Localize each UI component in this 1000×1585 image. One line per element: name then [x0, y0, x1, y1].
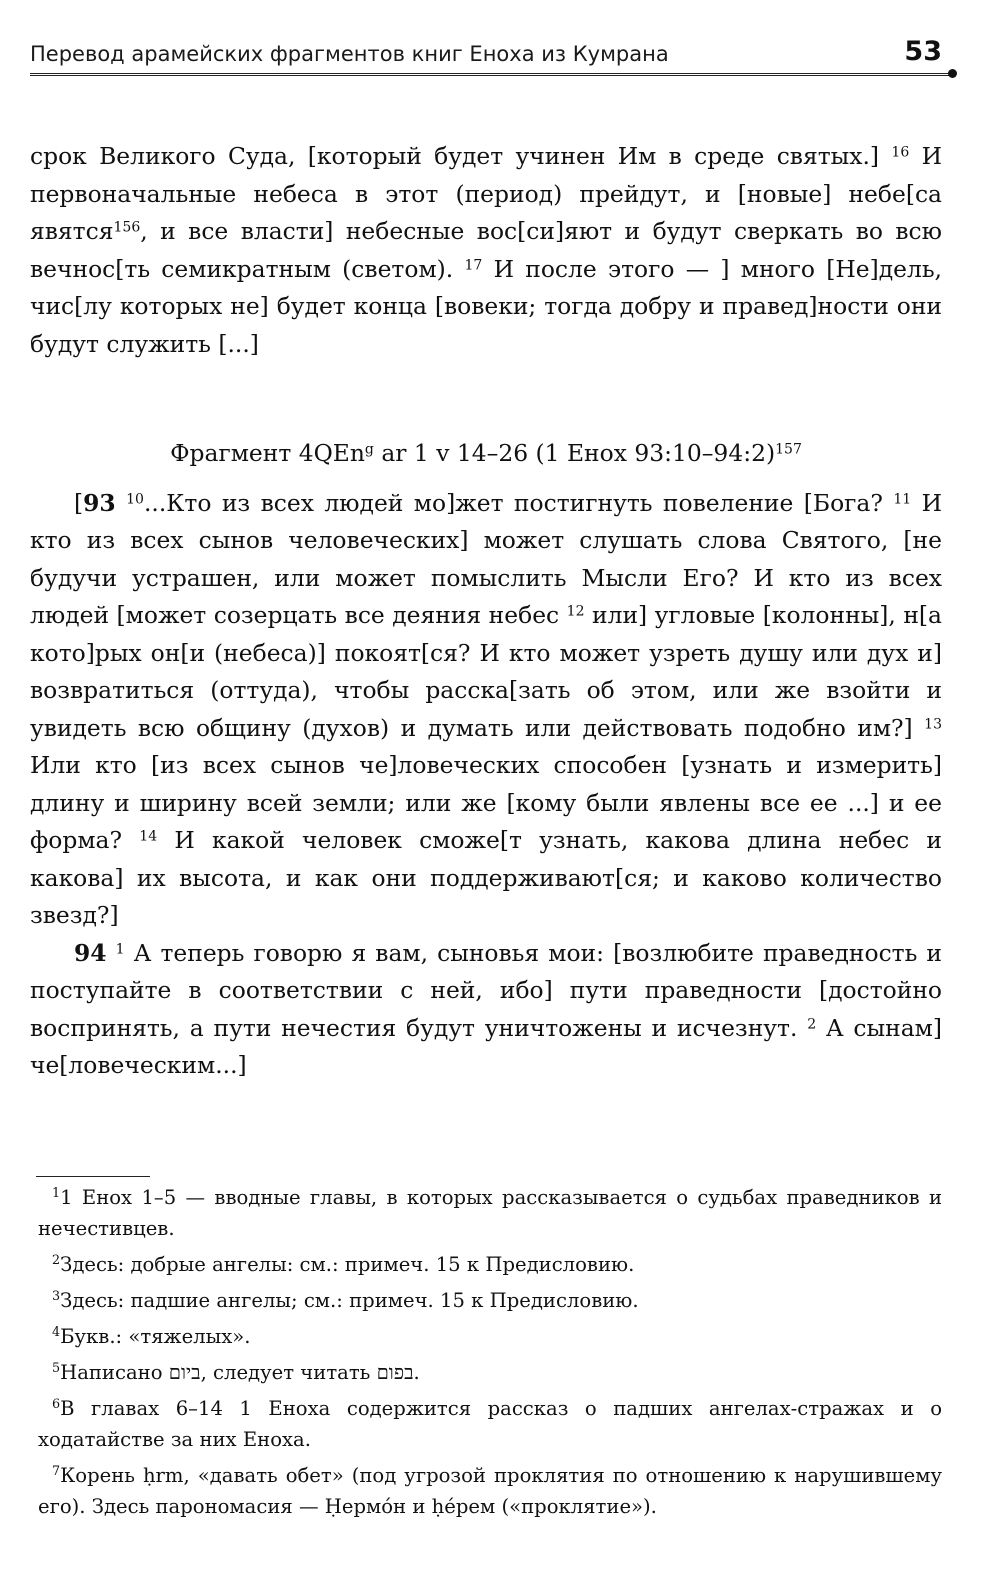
- footnote-number: 1: [52, 1186, 61, 1201]
- running-title: Перевод арамейских фрагментов книг Еноха из Кумрана: [30, 42, 669, 66]
- text-run: ...Кто из всех людей мо]жет постигнуть повеление [Бога?: [143, 488, 894, 517]
- main-text: [30, 138, 942, 1085]
- text-run: И первоначальные небеса в этот (период) прейдут, и [новые] небе[са явятся: [30, 142, 942, 245]
- text-run: И после этого — ] много [Не]дель, чис[лу которых не] будет конца [вовеки; тогда добру и правед]ности они будут служить [...]: [30, 254, 942, 358]
- footnote-number: 6: [52, 1397, 61, 1412]
- text-run: [116, 489, 126, 517]
- footnote: [38, 1182, 942, 1244]
- footnote-number: 2: [52, 1253, 61, 1268]
- footnote-number: 3: [52, 1289, 61, 1304]
- footnote: [38, 1285, 942, 1316]
- chapter-number: 93: [83, 488, 116, 517]
- text-run: Фрагмент 4QEn: [170, 439, 365, 467]
- text-run: [: [74, 488, 84, 517]
- paragraph-93: [30, 485, 942, 935]
- header-rule-dot: [948, 69, 957, 78]
- footnote-text: Написано ביום, следует читать בפום.: [60, 1361, 420, 1384]
- footnote-ref: 156: [113, 219, 141, 236]
- text-run: А теперь говорю я вам, сыновья мои: [возлюбите праведность и поступайте в соответствии с ней, ибо] пути праведности [достойно воспринять, а пути нечестия будут уничтожены и исчезнут.: [30, 938, 943, 1042]
- footnote-text: 1 Енох 1–5 — вводные главы, в которых рассказывается о судьбах праведников и нечестивцев.: [38, 1186, 942, 1240]
- footnote: [38, 1357, 942, 1388]
- verse-number: 12: [566, 603, 585, 620]
- verse-number: 13: [924, 715, 942, 732]
- verse-number: 11: [893, 490, 912, 507]
- footnote-number: 7: [52, 1464, 61, 1479]
- footnotes: [38, 1182, 942, 1527]
- footnote-separator: [36, 1176, 150, 1177]
- text-run: или] угловые [колонны], н[а кото]рых он[и (небеса)] покоят[ся? И кто может узреть душу или дух и] возвратиться (оттуда), чтобы расска[зать об этом, или же взойти и увидеть всю общину (духов) и думать или действовать подобно им?]: [30, 601, 943, 742]
- footnote-number: 4: [52, 1325, 61, 1340]
- footnote-text: Корень ḥrm, «давать обет» (под угрозой проклятия по отношению к нарушившему его). Здесь парономасия — Ḥермо́н и ḥе́рем («проклятие»).: [38, 1464, 942, 1518]
- fragment-title: [30, 435, 942, 473]
- page-number: 53: [904, 36, 942, 67]
- manuscript-siglum: g: [364, 441, 374, 458]
- text-run: ar 1 v 14–26 (1 Енох 93:10–94:2): [373, 439, 776, 467]
- header-rule: [30, 73, 950, 76]
- footnote-text: В главах 6–14 1 Еноха содержится рассказ о падших ангелах-стражах и о ходатайстве за них Еноха.: [38, 1397, 942, 1451]
- text-run: [107, 939, 116, 967]
- footnote-number: 5: [52, 1361, 61, 1376]
- paragraph-94: [30, 935, 942, 1085]
- verse-number: 17: [464, 256, 483, 273]
- footnote: [38, 1249, 942, 1280]
- text-run: , и все власти] небесные вос[си]яют и будут сверкать во всю вечнос[ть семикратным (светом).: [30, 217, 942, 283]
- page-header: [30, 34, 958, 70]
- text-run: И какой человек сможе[т узнать, какова длина небес и какова] их высота, и как они поддерживают[ся; и каково количество звезд?]: [30, 826, 942, 929]
- verse-number: 10: [126, 490, 144, 507]
- text-run: Или кто [из всех сынов че]ловеческих способен [узнать и измерить] длину и ширину всей земли; или же [кому были явлены все ее ...] и ее форма?: [30, 751, 942, 854]
- footnote: [38, 1460, 942, 1522]
- footnote-text: Букв.: «тяжелых».: [60, 1325, 251, 1348]
- footnote-text: Здесь: добрые ангелы: см.: примеч. 15 к Предисловию.: [60, 1253, 635, 1276]
- paragraph-continuation: [30, 138, 942, 363]
- footnote-text: Здесь: падшие ангелы; см.: примеч. 15 к Предисловию.: [60, 1289, 639, 1312]
- footnote-ref: 157: [775, 441, 802, 458]
- verse-number: 1: [115, 940, 125, 957]
- verse-number: 2: [807, 1015, 817, 1032]
- verse-number: 14: [139, 828, 158, 845]
- text-run: А сынам] че[ловеческим...]: [30, 1013, 942, 1079]
- footnote: [38, 1321, 942, 1352]
- text-run: срок Великого Суда, [который будет учинен Им в среде святых.]: [30, 142, 892, 170]
- chapter-number: 94: [74, 938, 107, 967]
- text-run: И кто из всех сынов человеческих] может слушать слова Святого, [не будучи устрашен, или может помыслить Мысли Его? И кто из всех людей [может созерцать все деяния небес: [30, 488, 942, 629]
- footnote: [38, 1393, 942, 1455]
- verse-number: 16: [891, 144, 910, 161]
